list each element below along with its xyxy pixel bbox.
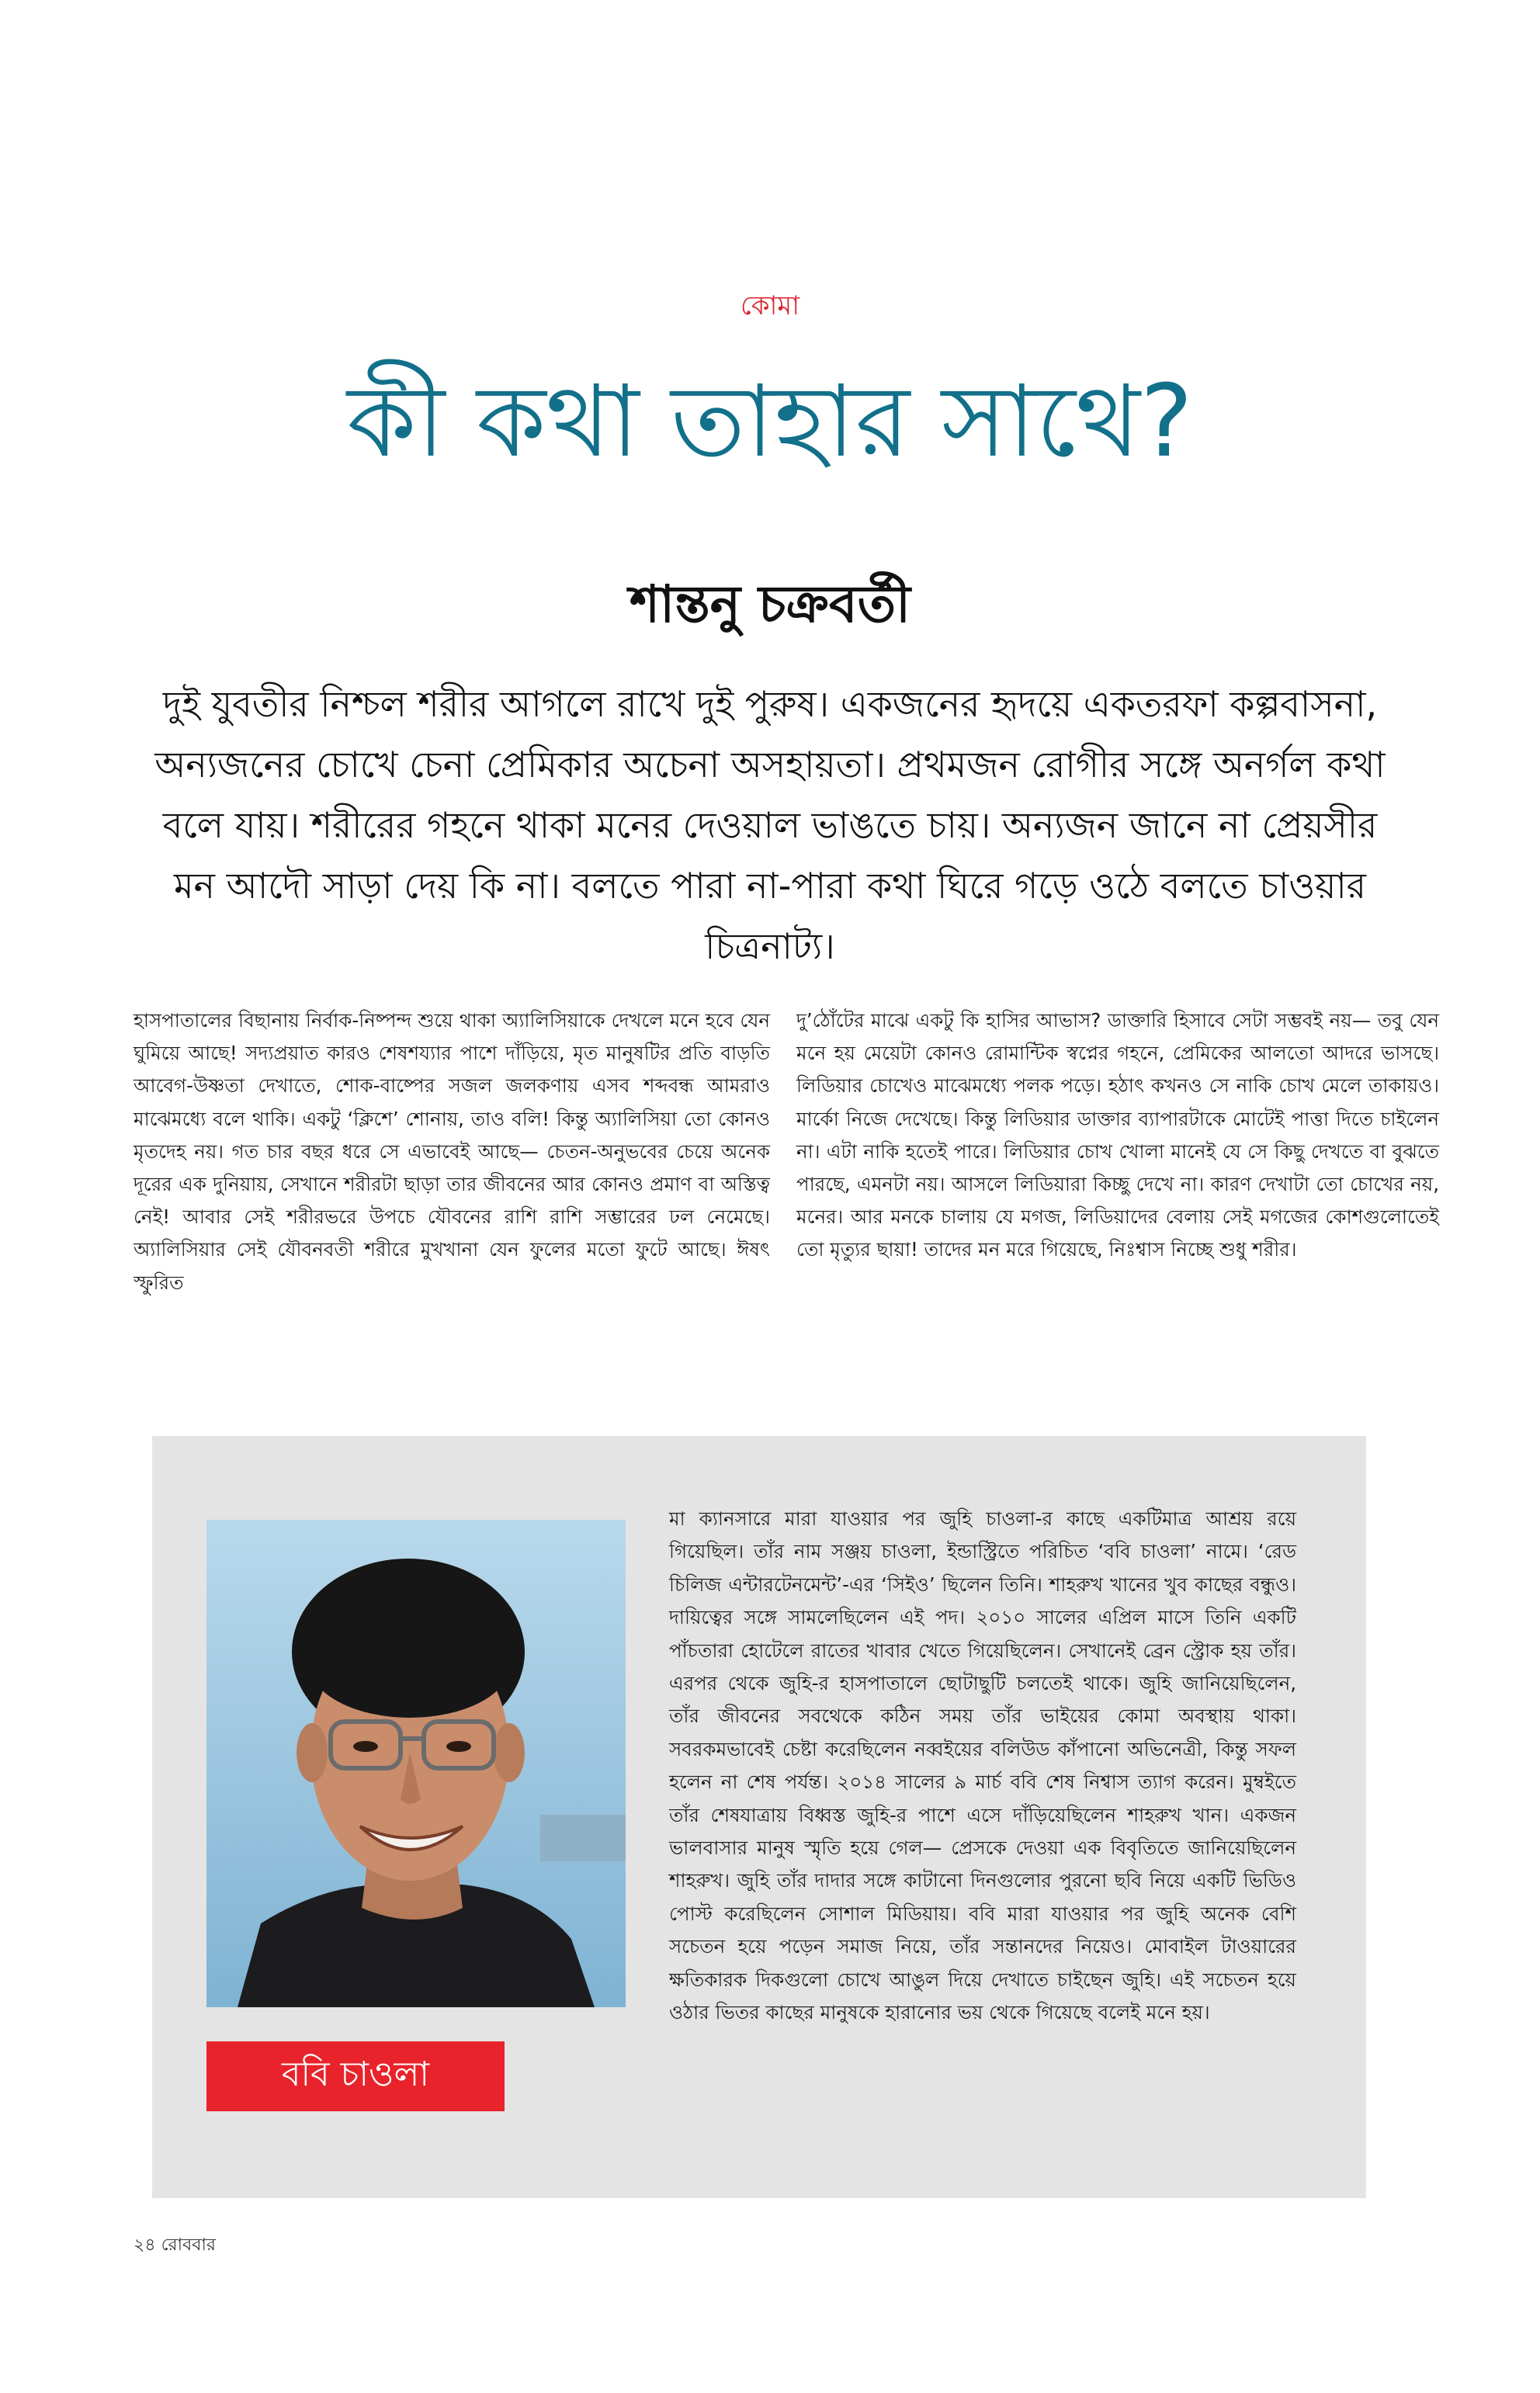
byline: শান্তনু চক্রবর্তী <box>630 574 910 634</box>
page-folio: ২৪ রোববার <box>134 2235 216 2255</box>
body-column-right: দু’ঠোঁটের মাঝে একটু কি হাসির আভাস? ডাক্তারি হিসাবে সেটা সম্ভবই নয়— তবু যেন মনে হয় মেয়েটা কোনও রোমান্টিক স্বপ্নের গহনে, প্রেমিকের আলতো আদরে ভাসছে। লিডিয়ার চোখেও মাঝেমধ্যে পলক পড়ে। হঠাৎ কখনও সে নাকি চোখ মেলে তাকায়ও। মার্কো নিজে দেখেছে। কিন্তু লিডিয়ার ডাক্তার ব্যাপারটাকে মোটেই পাত্তা দিতে চাইলেন না। এটা নাকি হতেই পারে। লিডিয়ার চোখ খোলা মানেই যে সে কিছু দেখতে বা বুঝতে পারছে, এমনটা নয়। আসলে লিডিয়ারা কিচ্ছু দেখে না। কারণ দেখাটা তো চোখের নয়, মনের। আর মনকে চালায় যে মগজ, লিডিয়াদের বেলায় সেই মগজের কোশগুলোতেই তো মৃত্যুর ছায়া! তাদের মন মরে গিয়েছে, নিঃশ্বাস নিচ্ছে শুধু শরীর। <box>796 1009 1439 1261</box>
headline: কী কথা তাহার সাথে? <box>347 364 1193 480</box>
sidebar-text: মা ক্যানসারে মারা যাওয়ার পর জুহি চাওলা-র কাছে একটিমাত্র আশ্রয় রয়ে গিয়েছিল। তাঁর নাম সঞ্জয় চাওলা, ইন্ডাস্ট্রিতে পরিচিত ‘ববি চাওলা’ নামে। ‘রেড চিলিজ এন্টারটেনমেন্ট’-এর ‘সিইও’ ছিলেন তিনি। শাহরুখ খানের খুব কাছের বন্ধুও। দায়িত্বের সঙ্গে সামলেছিলেন এই পদ। ২০১০ সালের এপ্রিল মাসে তিনি একটি পাঁচতারা হোটেলে রাতের খাবার খেতে গিয়েছিলেন। সেখানেই ব্রেন স্ট্রোক হয় তাঁর। এরপর থেকে জুহি-র হাসপাতালে ছোটাছুটি চলতেই থাকে। জুহি জানিয়েছিলেন, তাঁর জীবনের সবথেকে কঠিন সময় তাঁর ভাইয়ের কোমা অবস্থায় থাকা। সবরকমভাবেই চেষ্টা করেছিলেন নব্বইয়ের বলিউড কাঁপানো অভিনেত্রী, কিন্তু সফল হলেন না শেষ পর্যন্ত। ২০১৪ সালের ৯ মার্চ ববি শেষ নিশ্বাস ত্যাগ করেন। মুম্বইতে তাঁর শেষযাত্রায় বিধ্বস্ত জুহি-র পাশে এসে দাঁড়িয়েছিলেন শাহরুখ খান। একজন ভালবাসার মানুষ স্মৃতি হয়ে গেল— প্রেসকে দেওয়া এক বিবৃতিতে জানিয়েছিলেন শাহরুখ। জুহি তাঁর দাদার সঙ্গে কাটানো দিনগুলোর পুরনো ছবি নিয়ে একটি ভিডিও পোস্ট করেছিলেন সোশাল মিডিয়ায়। ববি মারা যাওয়ার পর জুহি অনেক বেশি সচেতন হয়ে পড়েন সমাজ নিয়ে, তাঁর সন্তানদের নিয়েও। মোবাইল টাওয়ারের ক্ষতিকারক দিকগুলো চোখে আঙুল দিয়ে দেখাতে চাইছেন জুহি। এই সচেতন হয়ে ওঠার ভিতর কাছের মানুষকে হারানোর ভয় থেকে গিয়েছে বলেই মনে হয়। <box>669 1507 1296 2024</box>
photo-caption: ববি চাওলা <box>206 2041 505 2111</box>
portrait-photo <box>206 1520 626 2007</box>
portrait-illustration <box>206 1520 626 2007</box>
body-column-left: হাসপাতালের বিছানায় নির্বাক-নিষ্পন্দ শুয়ে থাকা অ্যালিসিয়াকে দেখলে মনে হবে যেন ঘুমিয়ে আছে! সদ্যপ্রয়াত কারও শেষশয্যার পাশে দাঁড়িয়ে, মৃত মানুষটির প্রতি বাড়তি আবেগ-উষ্ণতা দেখাতে, শোক-বাষ্পের সজল জলকণায় এসব শব্দবন্ধ আমরাও মাঝেমধ্যে বলে থাকি। একটু ‘ক্লিশে’ শোনায়, তাও বলি! কিন্তু অ্যালিসিয়া তো কোনও মৃতদেহ নয়। গত চার বছর ধরে সে এভাবেই আছে— চেতন-অনুভবের চেয়ে অনেক দূরের এক দুনিয়ায়, সেখানে শরীরটা ছাড়া তার জীবনের আর কোনও প্রমাণ বা অস্তিত্ব নেই! আবার সেই শরীরভরে উপচে যৌবনের রাশি রাশি সম্ভারের ঢল নেমেছে। অ্যালিসিয়ার সেই যৌবনবতী শরীরে মুখখানা যেন ফুলের মতো ফুটে আছে। ঈষৎ স্ফুরিত <box>134 1009 770 1294</box>
section-label: কোমা <box>740 290 800 321</box>
intro-paragraph: দুই যুবতীর নিশ্চল শরীর আগলে রাখে দুই পুরুষ। একজনের হৃদয়ে একতরফা কল্পবাসনা, অন্যজনের চোখে চেনা প্রেমিকার অচেনা অসহায়তা। প্রথমজন রোগীর সঙ্গে অনর্গল কথা বলে যায়। শরীরের গহনে থাকা মনের দেওয়াল ভাঙতে চায়। অন্যজন জানে না প্রেয়সীর মন আদৌ সাড়া দেয় কি না। বলতে পারা না-পারা কথা ঘিরে গড়ে ওঠে বলতে চাওয়ার চিত্রনাট্য। <box>154 683 1386 967</box>
